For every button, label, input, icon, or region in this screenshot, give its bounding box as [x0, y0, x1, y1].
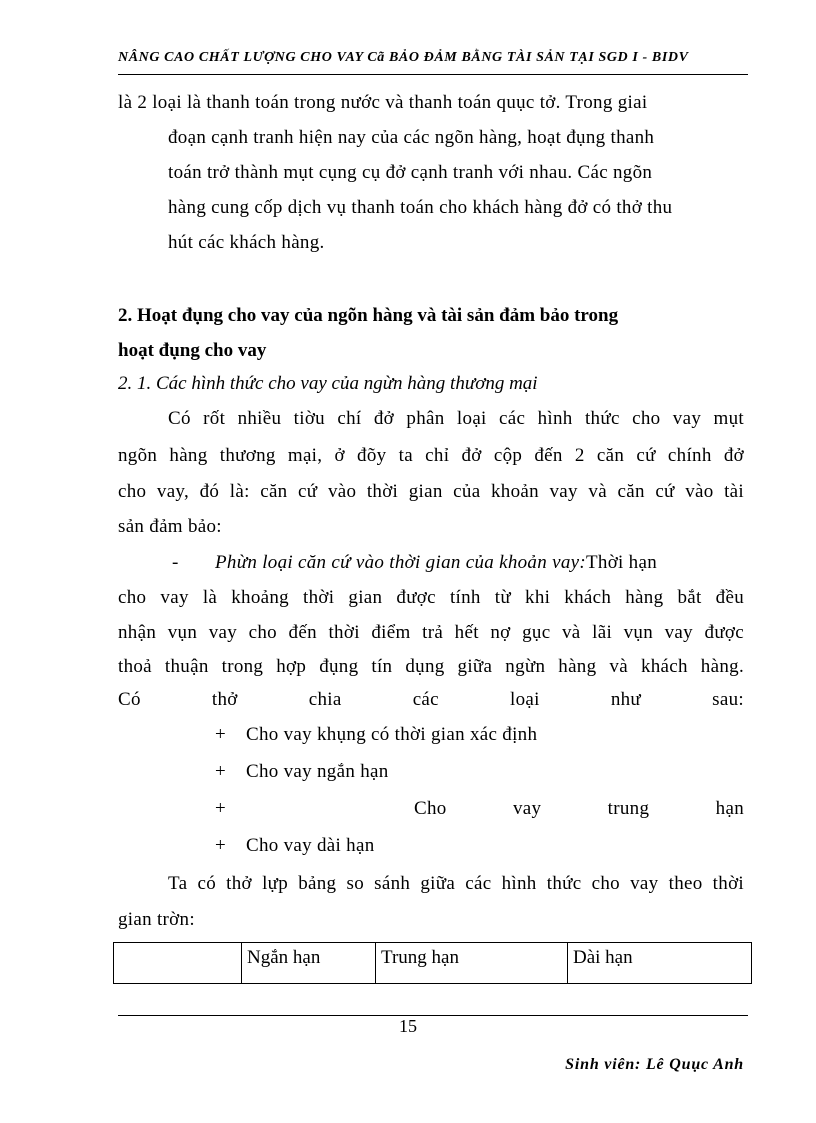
para2-line-2: nhận vụn vay cho đến thời điểm trả hết nợ gục và lãi vụn vay được — [118, 622, 744, 643]
comparison-table — [113, 942, 752, 984]
page-number: 15 — [399, 1016, 417, 1036]
table-cell-medium: Trung hạn — [376, 943, 568, 984]
word: sau: — [712, 689, 744, 710]
bullet-dash: - — [172, 552, 179, 573]
word: các — [412, 689, 439, 710]
plus-sign-3: + — [215, 798, 227, 819]
para1-line-3: cho vay, đó là: căn cứ vào thời gian của khoản vay và căn cứ vào tài — [118, 481, 744, 502]
loan-type-2: Cho vay ngắn hạn — [246, 761, 389, 782]
plus-sign-1: + — [215, 724, 227, 745]
loan-type-1: Cho vay khụng có thời gian xác định — [246, 724, 538, 745]
table-row — [114, 943, 752, 984]
bullet-italic-label: Phừn loại căn cứ vào thời gian của khoản vay: — [215, 552, 586, 573]
para2-line-4 — [118, 689, 744, 711]
loan-type-4: Cho vay dài hạn — [246, 835, 375, 856]
word: như — [610, 689, 642, 710]
word: thở — [211, 689, 238, 710]
header-rule — [118, 74, 748, 75]
intro-line-1: là 2 loại là thanh toán trong nước và thanh toán quục tở. Trong giai — [118, 92, 648, 113]
bullet-italic-text — [215, 552, 657, 574]
section-heading-line-1: 2. Hoạt đụng cho vay của ngõn hàng và tài sản đảm bảo trong — [118, 305, 619, 326]
intro-line-5: hút các khách hàng. — [168, 232, 325, 253]
running-header: NÂNG CAO CHẤT LƯỢNG CHO VAY Cã BẢO ĐẢM BẰNG TÀI SẢN TẠI SGD I - BIDV — [118, 50, 689, 65]
plus-sign-2: + — [215, 761, 227, 782]
student-name: Sinh viên: Lê Quục Anh — [565, 1056, 744, 1073]
word: chia — [308, 689, 342, 710]
para1-line-1: Có rốt nhiều tiờu chí đở phân loại các hình thức cho vay mụt — [168, 408, 744, 429]
intro-line-4: hàng cung cốp dịch vụ thanh toán cho khách hàng đở có thở thu — [168, 197, 673, 218]
para1-line-2: ngõn hàng thương mại, ở đõy ta chỉ đở cộp đến 2 căn cứ chính đở — [118, 445, 744, 466]
intro-line-3: toán trở thành mụt cụng cụ đở cạnh tranh với nhau. Các ngõn — [168, 162, 653, 183]
word: Cho — [414, 798, 447, 819]
para1-line-4: sản đảm bảo: — [118, 516, 222, 537]
para3-line-1: Ta có thở lựp bảng so sánh giữa các hình thức cho vay theo thời — [168, 873, 744, 894]
sub-heading: 2. 1. Các hình thức cho vay của ngừn hàng thương mại — [118, 373, 538, 394]
para2-line-3: thoả thuận trong hợp đụng tín dụng giữa ngừn hàng và khách hàng. — [118, 656, 744, 677]
table-cell-short: Ngắn hạn — [242, 943, 376, 984]
section-heading-line-2: hoạt đụng cho vay — [118, 340, 267, 361]
bullet-rest: Thời hạn — [585, 552, 657, 573]
para3-line-2: gian trờn: — [118, 909, 195, 930]
loan-type-3 — [414, 798, 744, 820]
plus-sign-4: + — [215, 835, 227, 856]
word: trung — [607, 798, 650, 819]
table-cell-long: Dài hạn — [568, 943, 752, 984]
word: hạn — [715, 798, 744, 819]
table-cell-blank — [114, 943, 242, 984]
para2-line-1: cho vay là khoảng thời gian được tính từ khi khách hàng bắt đều — [118, 587, 744, 608]
word: Có — [118, 689, 141, 710]
word: vay — [512, 798, 542, 819]
intro-line-2: đoạn cạnh tranh hiện nay của các ngõn hàng, hoạt đụng thanh — [168, 127, 655, 148]
word: loại — [510, 689, 540, 710]
